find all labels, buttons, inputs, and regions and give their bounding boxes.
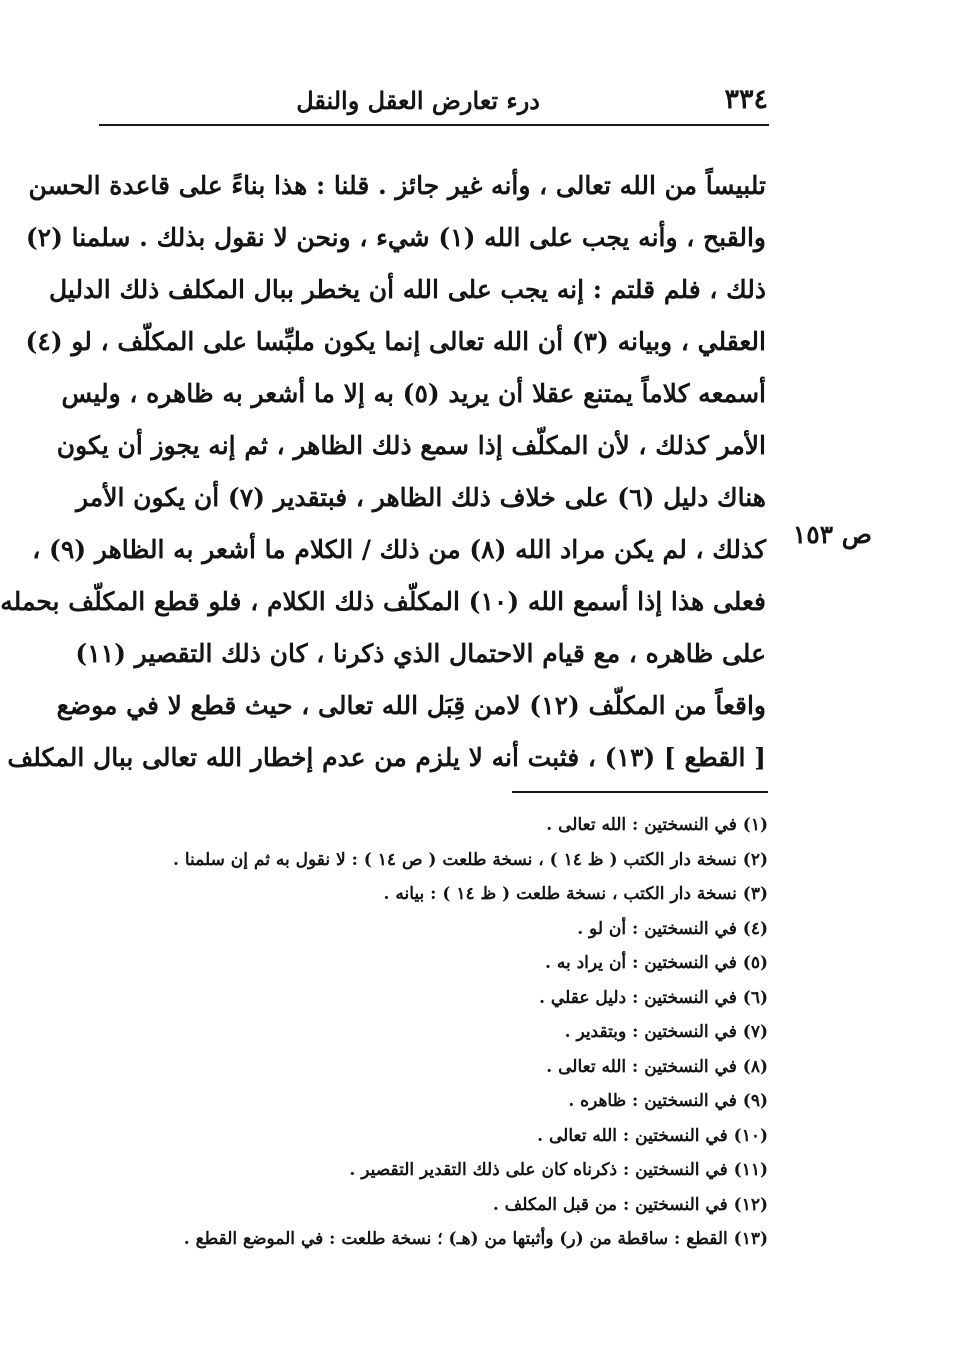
body-line: الأمر كذلك ، لأن المكلّف إذا سمع ذلك الظاهر ، ثم إنه يجوز أن يكون bbox=[56, 431, 766, 460]
body-line: ذلك ، فلم قلتم : إنه يجب على الله أن يخطر ببال المكلف ذلك الدليل bbox=[48, 275, 766, 304]
body-line: العقلي ، وبيانه (٣) أن الله تعالى إنما يكون ملبِّسا على المكلّف ، لو (٤) bbox=[25, 327, 766, 356]
footnote: (٨) في النسختين : الله تعالى . bbox=[546, 1056, 768, 1077]
body-line: فعلى هذا إذا أسمع الله (١٠) المكلّف ذلك الكلام ، فلو قطع المكلّف بحمله bbox=[0, 587, 766, 616]
footnote: (٢) نسخة دار الكتب ( ظ ١٤ ) ، نسخة طلعت ( ص ١٤ ) : لا نقول به ثم إن سلمنا . bbox=[172, 849, 768, 870]
footnote-separator bbox=[512, 791, 768, 793]
body-line: تلبيساً من الله تعالى ، وأنه غير جائز . قلنا : هذا بناءً على قاعدة الحسن bbox=[28, 171, 766, 200]
body-line: واقعاً من المكلّف (١٢) لامن قِبَل الله تعالى ، حيث قطع لا في موضع bbox=[56, 691, 766, 720]
footnote: (١٠) في النسختين : الله تعالى . bbox=[537, 1125, 768, 1146]
footnote: (٩) في النسختين : ظاهره . bbox=[568, 1091, 768, 1111]
body-line: كذلك ، لم يكن مراد الله (٨) من ذلك / الكلام ما أشعر به الظاهر (٩) ، bbox=[32, 535, 766, 564]
running-title: درء تعارض العقل والنقل bbox=[296, 86, 540, 115]
body-line: على ظاهره ، مع قيام الاحتمال الذي ذكرنا ، كان ذلك التقصير (١١) bbox=[75, 639, 766, 668]
footnote: (٧) في النسختين : وبتقدير . bbox=[564, 1022, 768, 1042]
footnote: (١٢) في النسختين : من قبل المكلف . bbox=[492, 1194, 768, 1215]
main-text bbox=[0, 160, 766, 784]
page-number: ٣٣٤ bbox=[724, 84, 768, 115]
footnote: (١١) في النسختين : ذكرناه كان على ذلك التقدير التقصير . bbox=[349, 1160, 768, 1180]
footnote: (٥) في النسختين : أن يراد به . bbox=[545, 953, 768, 973]
footnote: (٤) في النسختين : أن لو . bbox=[577, 918, 768, 939]
body-line: [ القطع ] (١٣) ، فثبت أنه لا يلزم من عدم إخطار الله تعالى ببال المكلف bbox=[7, 743, 766, 772]
body-line: أسمعه كلاماً يمتنع عقلا أن يريد (٥) به إلا ما أشعر به ظاهره ، وليس bbox=[61, 379, 766, 408]
body-line: والقبح ، وأنه يجب على الله (١) شيء ، ونحن لا نقول بذلك . سلمنا (٢) bbox=[25, 223, 766, 252]
footnotes bbox=[104, 808, 768, 1257]
footnote: (١٣) القطع : ساقطة من (ر) وأثبتها من (هـ) ؛ نسخة طلعت : في الموضع القطع . bbox=[183, 1229, 768, 1249]
header-rule bbox=[99, 124, 769, 126]
page-header bbox=[100, 82, 768, 122]
footnote: (١) في النسختين : الله تعالى . bbox=[546, 815, 768, 835]
body-line: هناك دليل (٦) على خلاف ذلك الظاهر ، فبتقدير (٧) أن يكون الأمر bbox=[76, 483, 766, 512]
footnote: (٦) في النسختين : دليل عقلي . bbox=[539, 987, 768, 1008]
footnote: (٣) نسخة دار الكتب ، نسخة طلعت ( ظ ١٤ ) : بيانه . bbox=[383, 884, 768, 904]
margin-page-reference: ص ١٥٣ bbox=[792, 520, 872, 549]
